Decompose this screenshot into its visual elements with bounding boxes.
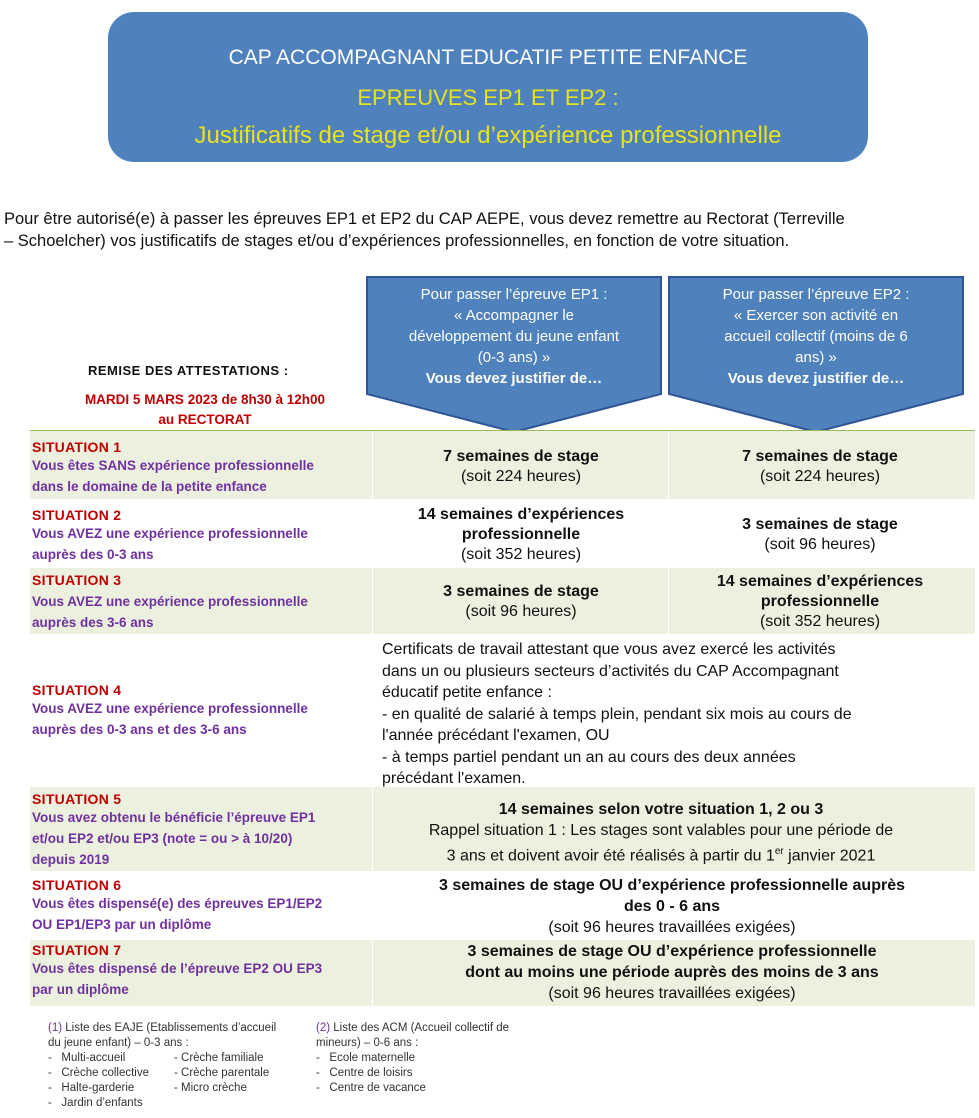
situation-5-text-2-sup: er — [774, 846, 784, 857]
situation-1-label-cell — [32, 439, 368, 497]
footnote-acm — [316, 1021, 546, 1096]
situation-2-ep1-bold-1: 14 semaines d’expériences — [417, 506, 625, 523]
situation-1-ep1-cell — [374, 447, 668, 487]
ep2-header-text — [678, 284, 954, 389]
situation-3-ep2-cell — [670, 572, 970, 632]
situation-6-bold-2: des 0 - 6 ans — [623, 898, 721, 915]
situation-7-bold-1: 3 semaines de stage OU d’expérience professionnelle — [467, 943, 877, 960]
situation-1-desc-2: dans le domaine de la petite enfance — [32, 479, 267, 494]
ep1-header-line-1: Pour passer l’épreuve EP1 : — [420, 286, 608, 303]
situation-1-ep2-sub: (soit 224 heures) — [759, 468, 881, 485]
situation-5-text-2a: 3 ans et doivent avoir été réalisés à partir du 1 — [446, 847, 775, 865]
situation-5-bold: 14 semaines selon votre situation 1, 2 ou 3 — [498, 801, 824, 818]
acm-item: - Centre de vacance — [316, 1082, 426, 1094]
situation-7-label-cell — [32, 942, 368, 1000]
situation-4-label-cell — [32, 682, 368, 740]
situation-6-bold-1: 3 semaines de stage OU d’expérience professionnelle auprès — [439, 877, 905, 894]
situation-2-ep2-bold: 3 semaines de stage — [742, 516, 898, 533]
situation-2-desc-1: Vous AVEZ une expérience professionnelle — [32, 526, 308, 541]
title-banner — [108, 12, 868, 162]
ep2-header-line-4: ans) » — [795, 349, 837, 366]
situation-7-label: SITUATION 7 — [32, 942, 122, 958]
situation-2-label: SITUATION 2 — [32, 507, 122, 523]
situation-2-ep1-sub: (soit 352 heures) — [460, 546, 582, 563]
remise-title: REMISE DES ATTESTATIONS : — [88, 363, 289, 378]
situation-4-text-3: éducatif petite enfance : — [382, 684, 552, 701]
footnote-eaje-col-2 — [174, 1051, 269, 1096]
ep2-header-line-3: accueil collectif (moins de 6 — [724, 328, 908, 345]
situation-3-ep1-sub: (soit 96 heures) — [465, 603, 577, 620]
acm-item: - Ecole maternelle — [316, 1052, 416, 1064]
situation-4-text-6: - à temps partiel pendant un an au cours des deux années — [382, 748, 796, 766]
situation-1-ep2-cell — [670, 447, 970, 487]
situation-1-ep1-bold: 7 semaines de stage — [443, 448, 599, 465]
situation-2-desc-2: auprès des 0-3 ans — [32, 547, 154, 562]
situation-5-label: SITUATION 5 — [32, 791, 122, 807]
intro-line-2: – Schoelcher) vos justificatifs de stages et/ou d’expériences professionnelles, en fonction de votre situation. — [4, 232, 790, 250]
acm-item-label: Centre de vacance — [329, 1082, 426, 1094]
situation-1-ep2-bold: 7 semaines de stage — [742, 448, 898, 465]
situation-4-text-cell — [382, 639, 938, 790]
acm-item-label: Centre de loisirs — [329, 1067, 413, 1079]
situation-row-5 — [30, 787, 975, 871]
eaje-item: - Crèche familiale — [174, 1052, 264, 1064]
situation-1-label: SITUATION 1 — [32, 439, 122, 455]
situation-6-desc-1: Vous êtes dispensé(e) des épreuves EP1/EP2 — [32, 896, 323, 911]
situation-5-desc-1: Vous avez obtenu le bénéficie l’épreuve EP1 — [32, 810, 316, 825]
situation-row-6 — [30, 873, 975, 939]
situation-5-desc-2: et/ou EP2 et/ou EP3 (note = ou > à 10/20) — [32, 831, 293, 846]
situation-row-4 — [30, 635, 975, 785]
situation-4-text-4: - en qualité de salarié à temps plein, pendant six mois au cours de — [382, 705, 852, 723]
situation-2-ep1-bold-2: professionnelle — [461, 526, 581, 543]
eaje-item: - Multi-accueil — [48, 1052, 126, 1064]
situation-6-label: SITUATION 6 — [32, 877, 122, 893]
ep2-header-line-5: Vous devez justifier de… — [727, 370, 905, 387]
ep1-header-line-3: développement du jeune enfant — [408, 328, 620, 345]
situation-7-desc-1: Vous êtes dispensé de l’épreuve EP2 OU EP3 — [32, 961, 323, 976]
banner-subtitle: EPREUVES EP1 ET EP2 : — [357, 85, 619, 110]
eaje-item: - Micro crèche — [174, 1082, 247, 1094]
eaje-item: - Jardin d’enfants — [48, 1097, 143, 1109]
situation-4-desc-2: auprès des 0-3 ans et des 3-6 ans — [32, 722, 247, 737]
intro-paragraph — [4, 208, 972, 252]
situation-2-ep2-sub: (soit 96 heures) — [764, 536, 876, 553]
situation-1-ep1-sub: (soit 224 heures) — [460, 468, 582, 485]
eaje-item: - Crèche collective — [48, 1067, 149, 1079]
ep1-header-arrow — [366, 276, 662, 434]
situation-3-desc-1: Vous AVEZ une expérience professionnelle — [32, 594, 308, 609]
situation-6-label-cell — [32, 877, 368, 935]
situation-3-ep1-cell — [374, 582, 668, 622]
footnote-eaje — [48, 1021, 308, 1113]
eaje-item: - Halte-garderie — [48, 1082, 135, 1094]
situation-7-text-cell — [374, 941, 970, 1004]
column-divider-2 — [668, 431, 669, 635]
banner-tagline: Justificatifs de stage et/ou d’expérience professionnelle — [194, 122, 782, 149]
eaje-item-label: Micro crèche — [181, 1082, 247, 1094]
situation-6-desc-2: OU EP1/EP3 par un diplôme — [32, 917, 212, 932]
eaje-item-label: Halte-garderie — [61, 1082, 135, 1094]
situation-5-text-2 — [378, 841, 944, 866]
situation-2-ep1-cell — [374, 505, 668, 565]
situation-3-label-cell — [32, 572, 368, 633]
situation-6-sub: (soit 96 heures travaillées exigées) — [548, 919, 796, 936]
situation-3-ep1-bold: 3 semaines de stage — [443, 583, 599, 600]
ep1-header-text — [376, 284, 652, 389]
eaje-item-label: Jardin d’enfants — [61, 1097, 143, 1109]
situation-3-ep2-bold-2: professionnelle — [760, 593, 880, 610]
remise-date — [40, 390, 370, 430]
eaje-item-label: Multi-accueil — [61, 1052, 126, 1064]
acm-item-label: Ecole maternelle — [329, 1052, 416, 1064]
situation-7-sub: (soit 96 heures travaillées exigées) — [548, 985, 796, 1002]
situation-5-text-cell — [378, 799, 944, 866]
situation-5-desc-3: depuis 2019 — [32, 852, 110, 867]
footnote-eaje-title-1 — [48, 1021, 308, 1036]
column-divider-1 — [372, 431, 373, 1006]
intro-line-1: Pour être autorisé(e) à passer les épreuves EP1 et EP2 du CAP AEPE, vous devez remettre au Rectorat (Terreville — [4, 210, 845, 228]
situation-6-text-cell — [374, 875, 970, 938]
footnote-eaje-num: (1) — [48, 1022, 63, 1034]
footnote-eaje-col-1 — [48, 1051, 149, 1111]
situation-2-label-cell — [32, 507, 368, 565]
situation-3-ep2-sub: (soit 352 heures) — [759, 613, 881, 630]
situation-row-3 — [30, 568, 975, 634]
eaje-item-label: Crèche collective — [61, 1067, 149, 1079]
situation-1-desc-1: Vous êtes SANS expérience professionnelle — [32, 458, 314, 473]
situation-4-desc-1: Vous AVEZ une expérience professionnelle — [32, 701, 308, 716]
footnote-acm-title-text: Liste des ACM (Accueil collectif de — [330, 1022, 510, 1034]
ep1-header-line-5: Vous devez justifier de… — [425, 370, 603, 387]
footnote-eaje-title-2: du jeune enfant) – 0-3 ans : — [48, 1037, 189, 1049]
footnote-eaje-title-text: Liste des EAJE (Etablissements d’accueil — [62, 1022, 277, 1034]
ep2-header-line-1: Pour passer l’épreuve EP2 : — [722, 286, 910, 303]
situation-3-label: SITUATION 3 — [32, 572, 122, 588]
situation-3-desc-2: auprès des 3-6 ans — [32, 615, 154, 630]
eaje-item-label: Crèche familiale — [181, 1052, 264, 1064]
banner-title: CAP ACCOMPAGNANT EDUCATIF PETITE ENFANCE — [228, 46, 748, 69]
ep2-header-line-2: « Exercer son activité en — [733, 307, 899, 324]
situation-4-text-2: dans un ou plusieurs secteurs d’activités du CAP Accompagnant — [382, 662, 839, 680]
acm-item: - Centre de loisirs — [316, 1067, 413, 1079]
situation-5-label-cell — [32, 791, 368, 870]
situation-4-text-1: Certificats de travail attestant que vous avez exercé les activités — [382, 641, 836, 658]
footnote-acm-title-1 — [316, 1021, 546, 1036]
remise-date-line-1: MARDI 5 MARS 2023 de 8h30 à 12h00 — [84, 392, 326, 407]
situation-7-bold-2: dont au moins une période auprès des moins de 3 ans — [465, 964, 879, 981]
remise-date-line-2: au RECTORAT — [158, 412, 252, 427]
situation-5-text-1: Rappel situation 1 : Les stages sont valables pour une période de — [428, 822, 894, 839]
situation-4-label: SITUATION 4 — [32, 682, 122, 698]
situation-7-desc-2: par un diplôme — [32, 982, 129, 997]
footnote-eaje-lists — [48, 1051, 308, 1113]
situation-3-ep2-bold-1: 14 semaines d’expériences — [716, 573, 924, 590]
situation-row-2 — [30, 501, 975, 567]
situation-row-7 — [30, 940, 975, 1006]
ep1-header-line-4: (0-3 ans) » — [477, 349, 551, 366]
situation-4-text-7: précédant l'examen. — [382, 770, 526, 787]
situation-4-text-5: l'année précédant l'examen, OU — [382, 727, 610, 744]
ep2-header-arrow — [668, 276, 964, 434]
eaje-item-label: Crèche parentale — [181, 1067, 270, 1079]
ep1-header-line-2: « Accompagner le — [453, 307, 575, 324]
situation-row-1 — [30, 431, 975, 499]
eaje-item: - Crèche parentale — [174, 1067, 270, 1079]
situation-5-text-2b: janvier 2021 — [783, 847, 876, 865]
footnote-acm-num: (2) — [316, 1022, 331, 1034]
situation-2-ep2-cell — [670, 515, 970, 555]
footnote-acm-title-2: mineurs) – 0-6 ans : — [316, 1037, 419, 1049]
